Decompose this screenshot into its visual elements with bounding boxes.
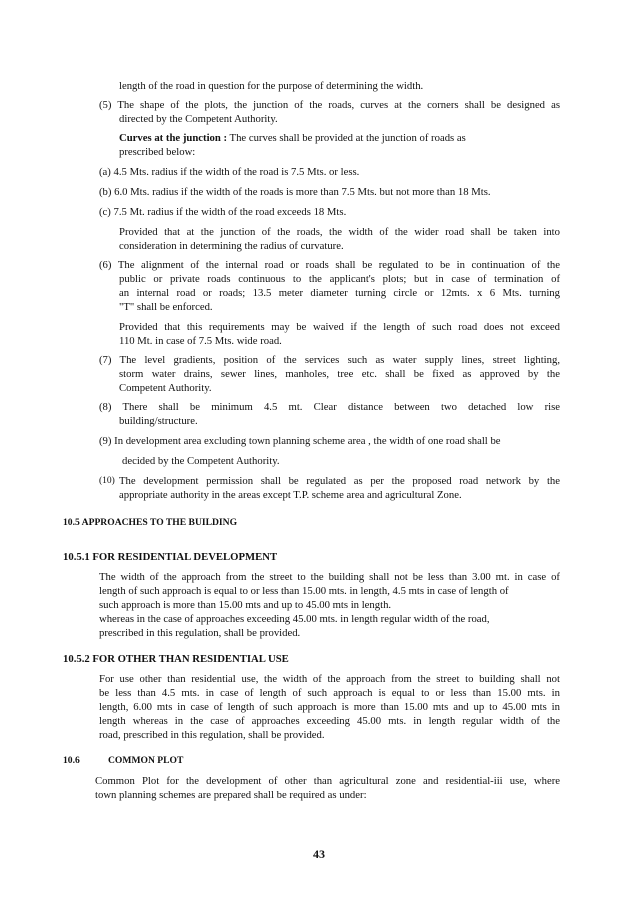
text-line: directed by the Competent Authority. <box>119 113 278 125</box>
text-line: such approach is more than 15.00 mts and up to 45.00 mts in length. <box>99 599 392 611</box>
list-item-b: (b) 6.0 Mts. radius if the width of the roads is more than 7.5 Mts. but not more than 18 Mts. <box>99 186 491 198</box>
list-item-9: (9) In development area excluding town planning scheme area , the width of one road shall be <box>99 435 501 447</box>
section-heading-10-5-2: 10.5.2 FOR OTHER THAN RESIDENTIAL USE <box>63 653 289 665</box>
text-line: "T" shall be enforced. <box>119 301 213 313</box>
text-line: prescribed in this regulation, shall be provided. <box>99 627 301 639</box>
list-item-5: (5) The shape of the plots, the junction of the roads, curves at the corners shall be designed as <box>99 99 560 111</box>
text-line: length of such approach is equal to or less than 15.00 mts. in length, 4.5 mts in case of length of <box>99 585 509 597</box>
proviso-line: Provided that at the junction of the roads, the width of the wider road shall be taken into <box>119 226 560 238</box>
list-item-c: (c) 7.5 Mt. radius if the width of the road exceeds 18 Mts. <box>99 206 347 218</box>
text-line: prescribed below: <box>119 146 196 158</box>
list-item-8: (8) There shall be minimum 4.5 mt. Clear distance between two detached low rise <box>99 401 560 413</box>
text-line: whereas in the case of approaches exceeding 45.00 mts. in length regular width of the road, <box>99 613 490 625</box>
section-heading-10-5: 10.5 APPROACHES TO THE BUILDING <box>63 517 238 528</box>
list-item-10: The development permission shall be regulated as per the proposed road network by the <box>119 475 560 487</box>
list-item-10-number: (10) <box>99 476 115 486</box>
text-line: be less than 4.5 mts. in case of length of such approach is equal to or less than 15.00 mts. in <box>99 687 560 699</box>
text-line: an internal road or roads; 13.5 meter diameter turning circle or 12mts. x 6 Mts. turning <box>119 287 560 299</box>
page-number: 43 <box>313 847 325 861</box>
section-heading-10-6: COMMON PLOT <box>108 755 184 766</box>
list-item-7: (7) The level gradients, position of the services such as water supply lines, street lighting, <box>99 354 560 366</box>
proviso-line: Provided that this requirements may be waived if the length of such road does not exceed <box>119 321 560 333</box>
list-item-6: (6) The alignment of the internal road or roads shall be regulated to be in continuation of the <box>99 259 560 271</box>
text-line: road, prescribed in this regulation, shall be provided. <box>99 729 325 741</box>
text-span: The curves shall be provided at the junction of roads as <box>227 132 466 144</box>
text-line: length, 6.00 mts in case of length of such approach is more than 15.00 mts and up to 45.00 mts in <box>99 701 560 713</box>
text-line: decided by the Competent Authority. <box>122 455 280 467</box>
text-line: length of the road in question for the purpose of determining the width. <box>119 80 424 92</box>
text-line: building/structure. <box>119 415 198 427</box>
text-line: storm water drains, sewer lines, manholes, tree etc. shall be fixed as approved by the <box>119 368 560 380</box>
text-line: town planning schemes are prepared shall be required as under: <box>95 789 367 801</box>
list-item-a: (a) 4.5 Mts. radius if the width of the road is 7.5 Mts. or less. <box>99 166 360 178</box>
section-heading-10-5-1: 10.5.1 FOR RESIDENTIAL DEVELOPMENT <box>63 551 278 563</box>
text-line <box>119 132 466 144</box>
text-line: public or private roads continuous to the applicant's plots; but in case of termination of <box>119 273 560 285</box>
subheading-curves-at-junction: Curves at the junction : <box>119 132 228 144</box>
text-line: appropriate authority in the areas except T.P. scheme area and agricultural Zone. <box>119 489 462 501</box>
text-line: Common Plot for the development of other than agricultural zone and residential-iii use, where <box>95 775 560 787</box>
text-line: Competent Authority. <box>119 382 212 394</box>
text-line: 110 Mt. in case of 7.5 Mts. wide road. <box>119 335 282 347</box>
text-line: consideration in determining the radius of curvature. <box>119 240 344 252</box>
text-line: For use other than residential use, the width of the approach from the street to building shall not <box>99 673 560 685</box>
text-line: The width of the approach from the street to the building shall not be less than 3.00 mt. in case of <box>99 571 560 583</box>
section-number-10-6: 10.6 <box>63 755 80 766</box>
text-line: length whereas in the case of approaches exceeding 45.00 mts. in length regular width of the <box>99 715 560 727</box>
